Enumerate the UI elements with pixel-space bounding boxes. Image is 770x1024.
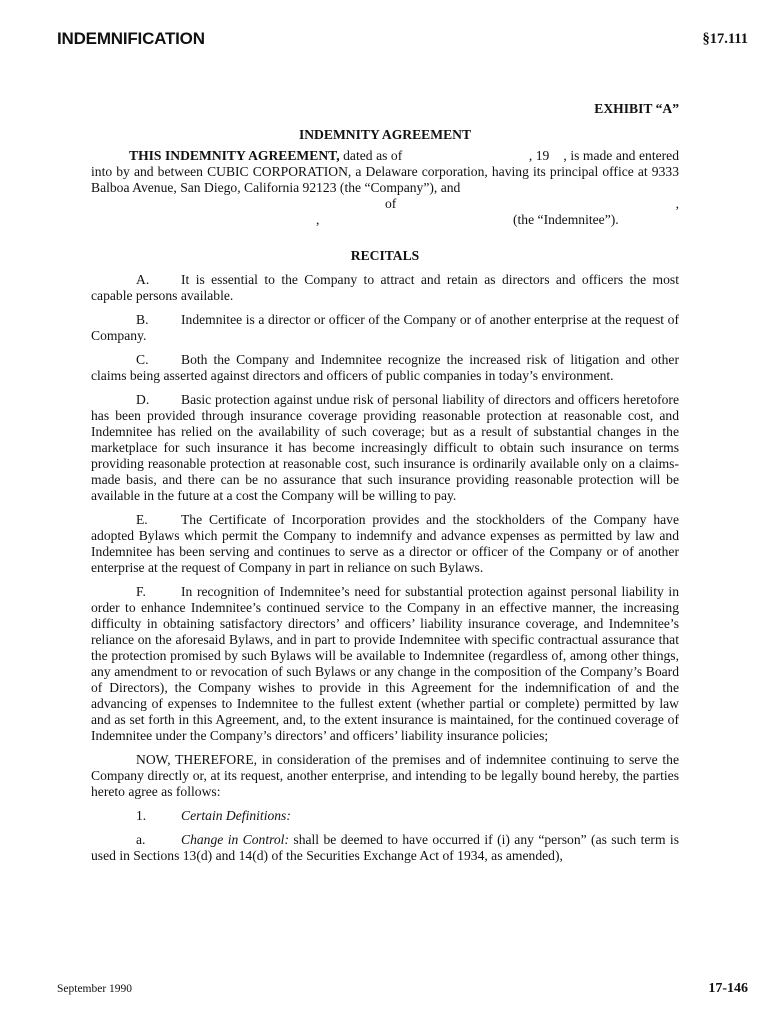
page-number: 17-146 <box>708 981 748 996</box>
section-number: §17.111 <box>702 31 748 47</box>
recital-text: In recognition of Indemnitee’s need for substantial protection against personal liability in order to enhance Indemnitee’s continued service to the Company in an effective manner, the increasing difficulty in obtaining satisfactory directors’ and officers’ liability insurance coverage, and Indemnitee’s reliance on the aforesaid Bylaws, and in part to provide Indemnitee with specific contractual assurance that the protection promised by such Bylaws will be available to Indemnitee (regardless of, among other things, any amendment to or revocation of such Bylaws or any change in the composition of the Company’s Board of Directors), the Company wishes to provide in this Agreement for the indemnification of and the advancing of expenses to Indemnitee to the fullest extent (whether partial or complete) permitted by law and as set forth in this Agreement, and, to the extent insurance is maintained, for the continued coverage of Indemnitee under the Company’s directors’ and officers’ liability insurance policies; <box>91 584 679 743</box>
defined-term: Change in Control: <box>181 832 289 847</box>
recital-e <box>91 512 679 576</box>
section-number-label: 1. <box>136 808 147 823</box>
section-a-paragraph <box>91 832 679 864</box>
recital-label: C. <box>136 352 149 367</box>
recital-label: E. <box>136 512 148 527</box>
intro-blank-line-2 <box>91 212 679 228</box>
recital-c <box>91 352 679 384</box>
intro-indemnitee: (the “Indemnitee”). <box>513 212 619 227</box>
exhibit-label: EXHIBIT “A” <box>594 101 679 116</box>
intro-bold-lead: THIS INDEMNITY AGREEMENT, <box>129 148 340 163</box>
recital-b <box>91 312 679 344</box>
intro-of: of <box>385 196 397 211</box>
recital-label: A. <box>136 272 150 287</box>
recital-text: It is essential to the Company to attract and retain as directors and officers the most capable persons available. <box>91 272 679 303</box>
recital-text: Indemnitee is a director or officer of the Company or of another enterprise at the request of Company. <box>91 312 679 343</box>
recital-label: F. <box>136 584 146 599</box>
intro-comma-2: , <box>316 212 320 227</box>
recital-f <box>91 584 679 744</box>
subsection-text: shall be deemed to have occurred if (i) any “person” (as such term is used in Sections 13(d) and 14(d) of the Securities Exchange Act of 1934, as amended), <box>91 832 680 863</box>
recitals-heading: RECITALS <box>350 248 420 263</box>
recital-text: Both the Company and Indemnitee recognize the increased risk of litigation and other claims being asserted against directors and officers of public companies in today’s environment. <box>91 352 679 383</box>
section-title: Certain Definitions: <box>181 808 291 823</box>
subsection-label: a. <box>136 832 146 847</box>
recital-label: D. <box>136 392 150 407</box>
recital-label: B. <box>136 312 149 327</box>
intro-text: dated as of , 19 , is made and entered into by and between CUBIC CORPORATION, a Delaware corporation, having its principal office at 9333 Balboa Avenue, San Diego, California 92123 (the “Company”), and <box>91 148 683 195</box>
recital-text: The Certificate of Incorporation provides and the stockholders of the Company have adopted Bylaws which permit the Company to indemnify and advance expenses as permitted by law and Indemnitee has been serving and continues to serve as a director or officer of the Company or of another enterprise at the request of Company in part in reliance on such Bylaws. <box>91 512 679 575</box>
recital-a <box>91 272 679 304</box>
recital-text: Basic protection against undue risk of personal liability of directors and officers heretofore has been provided through insurance coverage providing reasonable protection at reasonable cost, and Indemnitee has relied on the availability of such coverage; but as a result of substantial changes in the marketplace for such insurance it has become increasingly difficult to obtain such insurance on terms providing reasonable protection at reasonable cost, such insurance is ordinarily available only on a claims-made basis, and there can be no assurance that such insurance providing reasonable protection will be available in the future at a cost the Company will be willing to pay. <box>91 392 679 503</box>
intro-comma: , <box>675 196 679 211</box>
recital-d <box>91 392 679 504</box>
footer-date: September 1990 <box>57 983 133 995</box>
intro-blank-line-1 <box>91 196 679 212</box>
intro-paragraph <box>91 148 683 196</box>
section-1-heading <box>91 808 679 824</box>
now-therefore-paragraph: NOW, THEREFORE, in consideration of the premises and of indemnitee continuing to serve the Company directly or, at its request, another enterprise, and intending to be legally bound hereby, the parties hereto agree as follows: <box>91 752 679 799</box>
document-body <box>91 101 683 872</box>
agreement-title: INDEMNITY AGREEMENT <box>298 127 472 142</box>
running-header-title: INDEMNIFICATION <box>57 29 205 48</box>
